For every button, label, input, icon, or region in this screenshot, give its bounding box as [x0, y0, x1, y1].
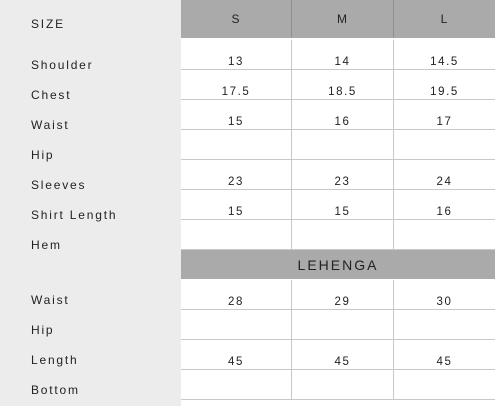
size-value-cell [181, 130, 292, 160]
size-value-cell: 45 [394, 340, 495, 370]
size-value-cell [292, 220, 394, 250]
size-value-cell: 45 [292, 340, 394, 370]
size-value-cell: 14.5 [394, 40, 495, 70]
size-value-cell: 15 [292, 190, 394, 220]
size-value-cell: 19.5 [394, 70, 495, 100]
size-value-cell: 28 [181, 280, 292, 310]
column-header-s: S [181, 0, 292, 38]
size-value-cell: 18.5 [292, 70, 394, 100]
size-value-cell: 14 [292, 40, 394, 70]
size-value-cell [181, 370, 292, 400]
size-value-cell: 16 [394, 190, 495, 220]
size-value-cell: 30 [394, 280, 495, 310]
size-value-cell: 16 [292, 100, 394, 130]
size-value-cell [292, 310, 394, 340]
size-value-cell [181, 310, 292, 340]
row-label: Shirt Length [31, 208, 118, 222]
row-label: Length [31, 353, 79, 367]
size-value-cell: 15 [181, 190, 292, 220]
size-value-cell: 17.5 [181, 70, 292, 100]
row-label: Waist [31, 293, 70, 307]
row-label: Hip [31, 148, 55, 162]
size-value-cell [292, 130, 394, 160]
size-value-cell [394, 370, 495, 400]
row-label: Shoulder [31, 58, 94, 72]
size-value-cell [394, 310, 495, 340]
row-label: Sleeves [31, 178, 87, 192]
row-label: Waist [31, 118, 70, 132]
size-value-cell: 45 [181, 340, 292, 370]
row-label: Chest [31, 88, 72, 102]
column-header-l: L [394, 0, 495, 38]
size-value-cell [394, 130, 495, 160]
size-value-cell: 29 [292, 280, 394, 310]
size-value-cell: 15 [181, 100, 292, 130]
size-value-cell: 23 [181, 160, 292, 190]
size-value-cell: 13 [181, 40, 292, 70]
row-label: Bottom [31, 383, 80, 397]
size-value-cell: 23 [292, 160, 394, 190]
row-label: Hip [31, 323, 55, 337]
row-label: Hem [31, 238, 62, 252]
column-header-m: M [292, 0, 394, 38]
size-header-label: SIZE [31, 17, 65, 31]
size-value-cell [394, 220, 495, 250]
size-value-cell: 24 [394, 160, 495, 190]
size-value-cell [181, 220, 292, 250]
lehenga-section-header: LEHENGA [181, 250, 495, 279]
size-value-cell [292, 370, 394, 400]
size-value-cell: 17 [394, 100, 495, 130]
